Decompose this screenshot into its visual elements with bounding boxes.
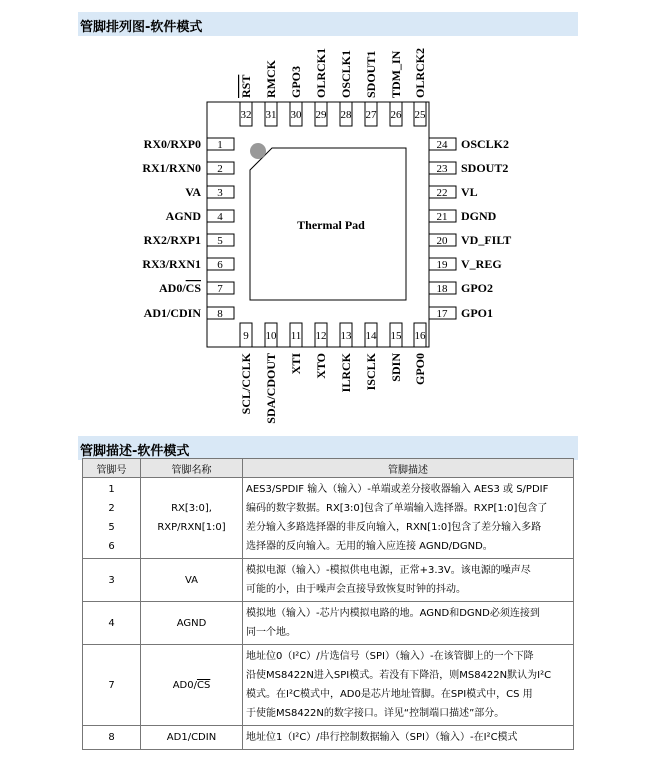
pin-label-bottom: GPO0 [413, 353, 427, 385]
pin-number-cell: 7 [83, 645, 141, 726]
pin-label-left: VA [185, 185, 201, 199]
pin-label-bottom: SDIN [389, 353, 403, 382]
pin-label-right: VL [461, 185, 478, 199]
pin-number: 7 [217, 283, 223, 295]
pin-description-cell: 地址位0（I²C）/片选信号（SPI）（输入）-在该管脚上的一个下降 沿使MS8422N进入SPI模式。若没有下降沿，则MS8422N默认为I²C 模式。在I²C模式中，AD0是芯片地址管脚。在SPI模式中，CS 用 于使能MS8422N的数字接口。详见“控制端口描述”部分。 [243, 645, 574, 726]
pin-label-right: V_REG [461, 257, 502, 271]
pin-number: 8 [217, 308, 223, 320]
pin-label-left: RX1/RXN0 [142, 161, 201, 175]
table-row [83, 559, 574, 602]
pin-number: 18 [436, 283, 448, 295]
pin-number: 30 [290, 109, 302, 121]
pin-label-right: GPO1 [461, 306, 493, 320]
pin-label-right: DGND [461, 209, 497, 223]
pin-number: 22 [436, 187, 448, 199]
pin1-marker-dot [250, 143, 266, 159]
pin-number-cell: 1 2 5 6 [83, 478, 141, 559]
pin-number: 5 [217, 235, 223, 247]
pin-number: 29 [315, 109, 327, 121]
table-row [83, 478, 574, 559]
header-pin-description: 管脚描述 [243, 459, 574, 478]
pin-name-cell: AD1/CDIN [141, 726, 243, 750]
pin-number: 23 [436, 163, 448, 175]
pin-label-top: OLRCK1 [314, 47, 328, 98]
table-row [83, 726, 574, 750]
pin-label-bottom: XTO [314, 353, 328, 379]
pin-description-table [82, 458, 574, 750]
pin-number: 19 [436, 259, 448, 271]
header-pin-name: 管脚名称 [141, 459, 243, 478]
table-row [83, 602, 574, 645]
pin-label-bottom: ISCLK [364, 353, 378, 391]
pin-label-top: RST [239, 74, 253, 98]
pin-number: 17 [436, 308, 448, 320]
pin-number: 4 [217, 211, 223, 223]
pin-number: 20 [436, 235, 448, 247]
pin-number: 27 [365, 109, 377, 121]
pin-number: 9 [243, 330, 249, 342]
pin-label-left: AD0/CS [158, 281, 201, 295]
pin-number-cell: 8 [83, 726, 141, 750]
pin-number: 31 [265, 109, 277, 121]
pin-number: 28 [340, 109, 352, 121]
pin-label-right: VD_FILT [461, 233, 512, 247]
pin-label-bottom: SCL/CCLK [239, 353, 253, 415]
pin-number: 13 [340, 330, 352, 342]
pin-description-cell: 模拟地（输入）-芯片内模拟电路的地。AGND和DGND必须连接到 同一个地。 [243, 602, 574, 645]
pin-label-left: AD1/CDIN [143, 306, 201, 320]
pin-label-top: SDOUT1 [364, 50, 378, 98]
pin-label-left: RX0/RXP0 [143, 137, 201, 151]
pin-name-cell: AGND [141, 602, 243, 645]
pin-number: 24 [436, 139, 448, 151]
pin-label-bottom: SDA/CDOUT [264, 353, 278, 424]
pin-label-right: OSCLK2 [461, 137, 510, 151]
pin-number: 16 [414, 330, 426, 342]
pin-name-cell: $AD0/\overline{CS}$ [141, 645, 243, 726]
section-title-description: 管脚描述-软件模式 [80, 444, 190, 459]
pin-description-cell: AES3/SPDIF 输入（输入）-单端或差分接收器输入 AES3 或 S/PDIF 编码的数字数据。RX[3:0]包含了单端输入选择器。RXP[1:0]包含了 差分输入多路选择器的非反向输入，RXN[1:0]包含了差分输入多路 选择器的反向输入。无用的输入应连接 AGND/DGND。 [243, 478, 574, 559]
pin-number: 10 [265, 330, 277, 342]
pin-number: 25 [414, 109, 426, 121]
table-header-row [83, 459, 574, 478]
pin-number: 2 [217, 163, 223, 175]
pin-label-left: AGND [165, 209, 201, 223]
pin-description-cell: 模拟电源（输入）-模拟供电电源，正常+3.3V。该电源的噪声尽 可能的小，由于噪声会直接导致恢复时钟的抖动。 [243, 559, 574, 602]
pin-number-cell: 4 [83, 602, 141, 645]
pin-name-cell: VA [141, 559, 243, 602]
pin-label-top: GPO3 [289, 66, 303, 98]
pin-label-right: GPO2 [461, 281, 493, 295]
pin-number: 21 [436, 211, 448, 223]
pin-description-cell: 地址位1（I²C）/串行控制数据输入（SPI）（输入）-在I²C模式 [243, 726, 574, 750]
pin-number: 26 [390, 109, 402, 121]
section-title-pinout: 管脚排列图-软件模式 [80, 20, 203, 35]
pin-label-top: RMCK [264, 60, 278, 98]
pin-number: 6 [217, 259, 223, 271]
section-header-description [78, 436, 578, 460]
pin-label-bottom: ILRCK [339, 353, 353, 393]
table-row [83, 645, 574, 726]
pin-number: 3 [217, 187, 223, 199]
pin-label-top: OSCLK1 [339, 49, 353, 98]
pin-label-top: TDM_IN [389, 50, 403, 98]
pin-number: 14 [365, 330, 377, 342]
pin-label-top: OLRCK2 [413, 47, 427, 98]
pin-number: 32 [240, 109, 252, 121]
pin-number: 15 [390, 330, 402, 342]
pin-label-bottom: XTI [289, 353, 303, 375]
pin-name-cell: RX[3:0], RXP/RXN[1:0] [141, 478, 243, 559]
pin-number: 12 [315, 330, 327, 342]
header-pin-number: 管脚号 [83, 459, 141, 478]
pin-number: 11 [290, 330, 302, 342]
pin-label-right: SDOUT2 [461, 161, 509, 175]
pin-label-left: RX2/RXP1 [143, 233, 201, 247]
thermal-pad-label: Thermal Pad [297, 218, 365, 232]
pin-label-left: RX3/RXN1 [142, 257, 201, 271]
pin-number: 1 [217, 139, 223, 151]
pin-number-cell: 3 [83, 559, 141, 602]
